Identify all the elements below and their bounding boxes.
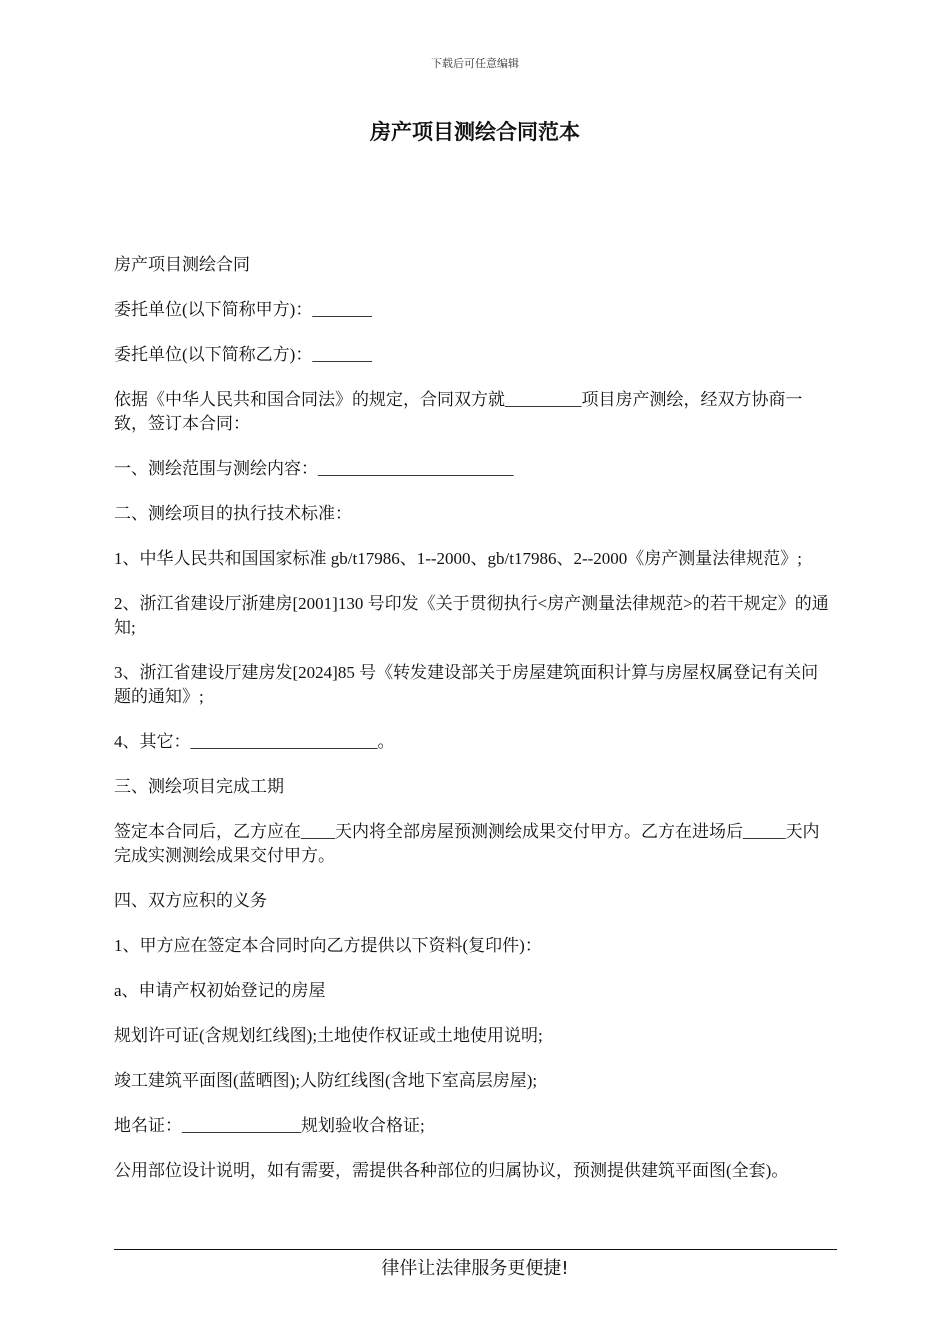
paragraph-obligation-1: 1、甲方应在签定本合同时向乙方提供以下资料(复印件)： (114, 936, 542, 955)
footer-divider (114, 1249, 837, 1250)
header-note: 下载后可任意编辑 (431, 58, 519, 70)
paragraph-section-1: 一、测绘范围与测绘内容：_______________________ (114, 459, 514, 478)
paragraph-item-a: a、申请产权初始登记的房屋 (114, 981, 326, 1000)
paragraph-schedule: 签定本合同后，乙方应在____天内将全部房屋预测测绘成果交付甲方。乙方在进场后_____天内完成实测测绘成果交付甲方。 (114, 822, 820, 865)
paragraph-contract-name: 房产项目测绘合同 (114, 255, 250, 274)
paragraph-standard-1: 1、中华人民共和国国家标准 gb/t17986、1--2000、gb/t17986、2--2000《房产测量法律规范》; (114, 549, 803, 568)
paragraph-section-3-heading: 三、测绘项目完成工期 (114, 777, 284, 796)
paragraph-drawings: 竣工建筑平面图(蓝晒图);人防红线图(含地下室高层房屋); (114, 1071, 538, 1090)
paragraph-common-parts: 公用部位设计说明，如有需要，需提供各种部位的归属协议，预测提供建筑平面图(全套)。 (114, 1161, 789, 1180)
paragraph-section-4-heading: 四、双方应积的义务 (114, 891, 267, 910)
paragraph-permits: 规划许可证(含规划红线图);土地使作权证或土地使用说明; (114, 1026, 543, 1045)
paragraph-party-a: 委托单位(以下简称甲方)：_______ (114, 300, 372, 319)
paragraph-standard-3: 3、浙江省建设厅建房发[2024]85 号《转发建设部关于房屋建筑面积计算与房屋权属登记有关问题的通知》; (114, 663, 819, 706)
document-title: 房产项目测绘合同范本 (370, 120, 580, 144)
paragraph-section-2-heading: 二、测绘项目的执行技术标准： (114, 504, 352, 523)
paragraph-preamble: 依据《中华人民共和国合同法》的规定，合同双方就_________项目房产测绘，经双方协商一致，签订本合同： (114, 390, 803, 433)
footer-slogan: 律伴让法律服务更便捷! (381, 1258, 569, 1279)
paragraph-place-name: 地名证：______________规划验收合格证; (114, 1116, 425, 1135)
paragraph-party-b: 委托单位(以下简称乙方)：_______ (114, 345, 372, 364)
paragraph-standard-4: 4、其它：______________________。 (114, 732, 395, 751)
document-body (114, 253, 834, 1204)
paragraph-standard-2: 2、浙江省建设厅浙建房[2001]130 号印发《关于贯彻执行<房产测量法律规范>的若干规定》的通知; (114, 594, 829, 637)
